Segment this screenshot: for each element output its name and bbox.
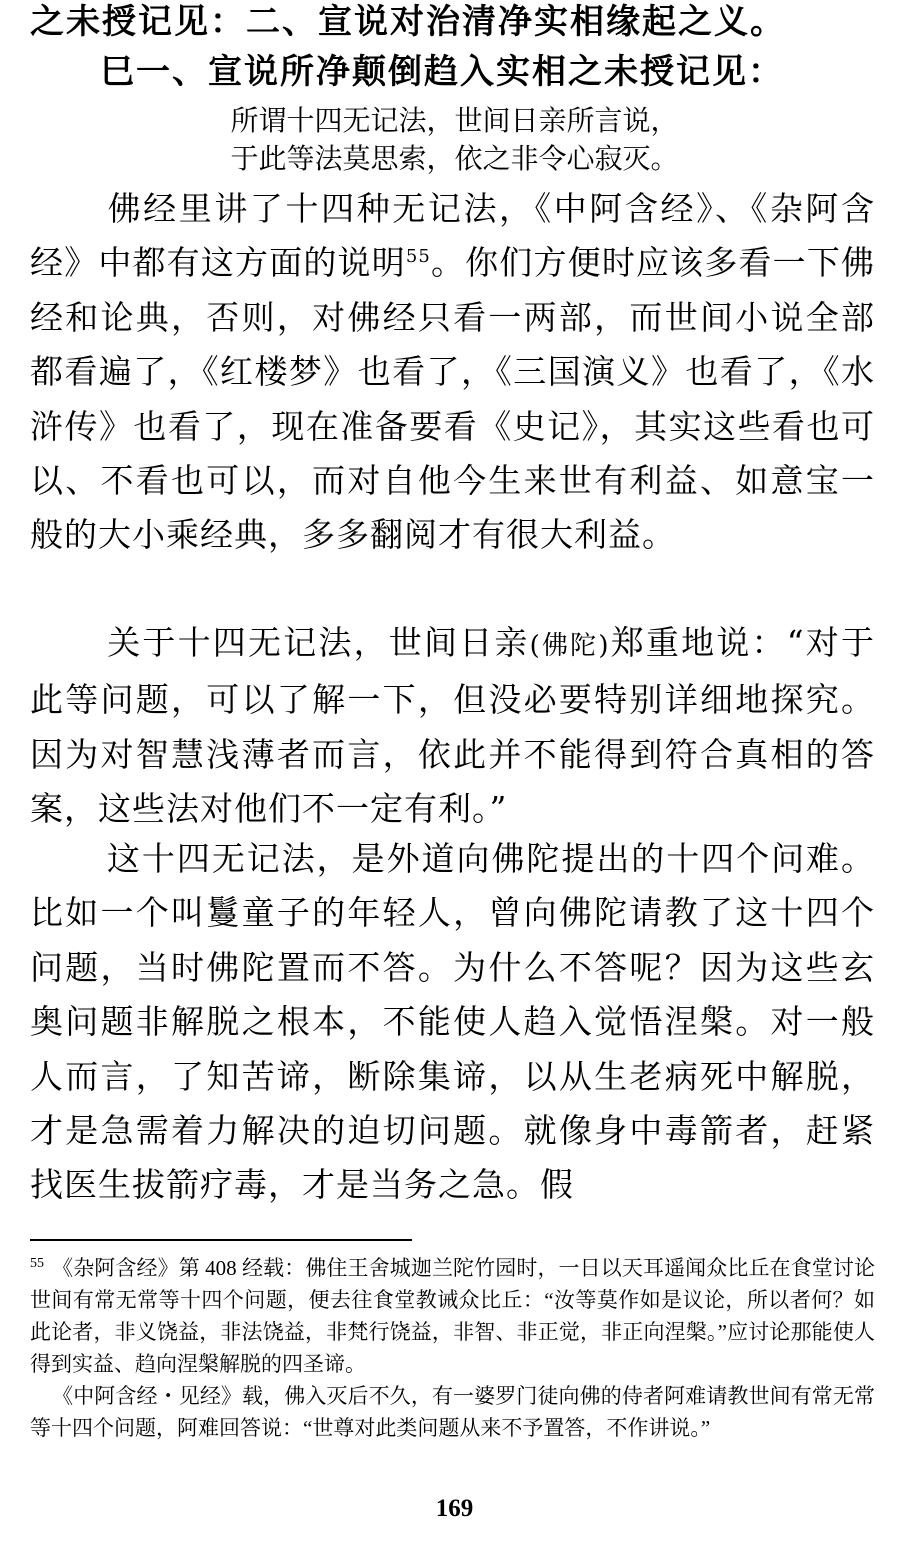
verse-line-1: 所谓十四无记法，世间日亲所言说，	[230, 104, 679, 137]
footnote-divider	[30, 1239, 412, 1241]
footnote-continuation-text: 《中阿含经・见经》载，佛入灭后不久，有一婆罗门徒向佛的侍者阿难请教世间有常无常等十四个问题，阿难回答说：“世尊对此类问题从来不予置答，不作讲说。”	[30, 1384, 875, 1440]
footnote-reference: 55	[405, 246, 431, 268]
paragraph-2	[30, 616, 875, 837]
paragraph-3-text: 这十四无记法，是外道向佛陀提出的十四个问难。比如一个叫鬘童子的年轻人，曾向佛陀请教了这十四个问题，当时佛陀置而不答。为什么不答呢？因为这些玄奥问题非解脱之根本，不能使人趋入觉悟涅槃。对一般人而言，了知苦谛，断除集谛，以从生老病死中解脱，才是急需着力解决的迫切问题。就像身中毒箭者，赶紧找医生拔箭疗毒，才是当务之急。假	[30, 839, 875, 1205]
footnote-number: 55	[30, 1256, 44, 1271]
paragraph-2-text-a: 关于十四无记法，世间日亲	[106, 623, 530, 662]
paragraph-2-text-b: 郑重地说：“对于此等问题，可以了解一下，但没必要特别详细地探究。因为对智慧浅薄者而言，依此并不能得到符合真相的答案，这些法对他们不一定有利。”	[30, 623, 876, 829]
verse-line-2: 于此等法莫思索，依之非令心寂灭。	[230, 142, 679, 175]
paragraph-2-inline-note: (佛陀)	[529, 631, 610, 661]
section-heading-2: 巳一、宣说所净颠倒趋入实相之未授记见：	[100, 52, 784, 92]
page-number: 169	[435, 1495, 474, 1522]
footnote-continuation	[30, 1380, 875, 1444]
paragraph-1-text-a: 佛经里讲了十四种无记法，《中阿含经》、《杂阿含经》中都有这方面的说明	[30, 189, 875, 283]
paragraph-1	[30, 182, 875, 563]
footnote-55-text: 《杂阿含经》第 408 经载：佛住王舍城迦兰陀竹园时，一日以天耳遥闻众比丘在食堂讨论世间有常无常等十四个问题，便去往食堂教诫众比丘：“汝等莫作如是议论，所以者何？如此论者，非义饶益，非法饶益，非梵行饶益，非智、非正觉，非正向涅槃。”应讨论那能使人得到实益、趋向涅槃解脱的四圣谛。	[30, 1256, 875, 1376]
paragraph-1-text-b: 。你们方便时应该多看一下佛经和论典，否则，对佛经只看一两部，而世间小说全部都看遍了，《红楼梦》也看了，《三国演义》也看了，《水浒传》也看了，现在准备要看《史记》，其实这些看也可以、不看也可以，而对自他今生来世有利益、如意宝一般的大小乘经典，多多翻阅才有很大利益。	[30, 243, 876, 555]
section-heading-1: 之未授记见：二、宣说对治清净实相缘起之义。	[30, 2, 786, 42]
paragraph-3	[30, 832, 875, 1213]
footnote-55	[30, 1252, 875, 1380]
